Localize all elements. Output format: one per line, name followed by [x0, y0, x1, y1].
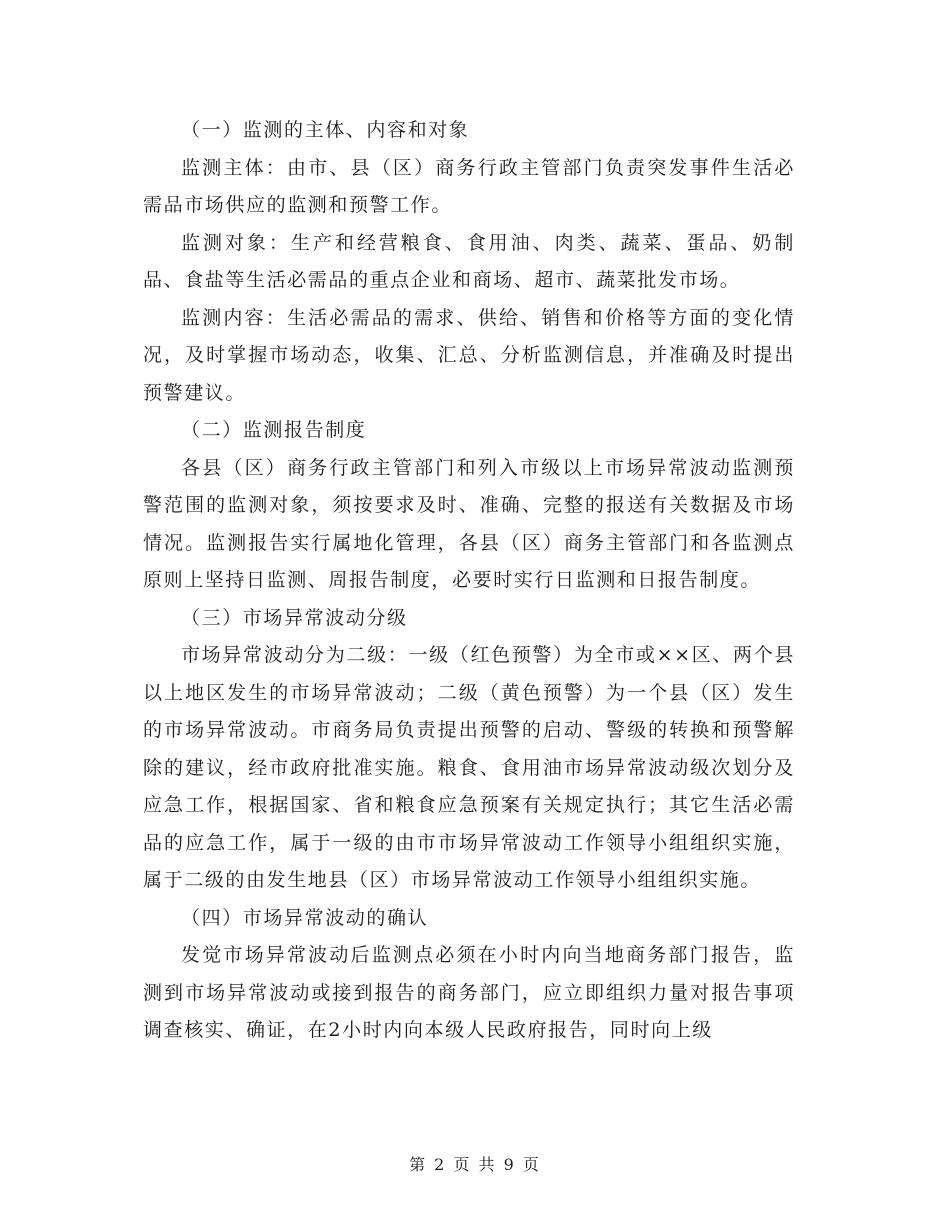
- paragraph-report-system: 各县（区）商务行政主管部门和列入市级以上市场异常波动监测预警范围的监测对象，须按要求及时、准确、完整的报送有关数据及市场情况。监测报告实行属地化管理，各县（区）商务主管部门和各监测点原则上坚持日监测、周报告制度，必要时实行日监测和日报告制度。: [143, 456, 795, 591]
- section-heading-2: （二）监测报告制度: [181, 419, 367, 441]
- section-heading-4: （四）市场异常波动的确认: [181, 906, 429, 929]
- page-number: 第 2 页 共 9 页: [409, 1155, 541, 1174]
- paragraph-monitoring-object: 监测对象：生产和经营粮食、食用油、肉类、蔬菜、蛋品、奶制品、食盐等生活必需品的重点企业和商场、超市、蔬菜批发市场。: [143, 231, 795, 291]
- paragraph-grading: 市场异常波动分为二级：一级（红色预警）为全市或××区、两个县以上地区发生的市场异常波动；二级（黄色预警）为一个县（区）发生的市场异常波动。市商务局负责提出预警的启动、警级的转换和预警解除的建议，经市政府批准实施。粮食、食用油市场异常波动级次划分及应急工作，根据国家、省和粮食应急预案有关规定执行；其它生活必需品的应急工作，属于一级的由市市场异常波动工作领导小组组织实施，属于二级的由发生地县（区）市场异常波动工作领导小组组织实施。: [143, 644, 795, 891]
- paragraph-monitoring-subject: 监测主体：由市、县（区）商务行政主管部门负责突发事件生活必需品市场供应的监测和预警工作。: [143, 156, 795, 216]
- document-body: [143, 112, 795, 1050]
- paragraph-monitoring-content: 监测内容：生活必需品的需求、供给、销售和价格等方面的变化情况，及时掌握市场动态，收集、汇总、分析监测信息，并准确及时提出预警建议。: [143, 306, 795, 404]
- paragraph-confirmation: 发觉市场异常波动后监测点必须在小时内向当地商务部门报告，监测到市场异常波动或接到报告的商务部门，应立即组织力量对报告事项调查核实、确证，在2小时内向本级人民政府报告，同时向上级: [143, 944, 795, 1041]
- section-heading-3: （三）市场异常波动分级: [181, 606, 408, 629]
- section-heading-1: （一）监测的主体、内容和对象: [181, 119, 470, 141]
